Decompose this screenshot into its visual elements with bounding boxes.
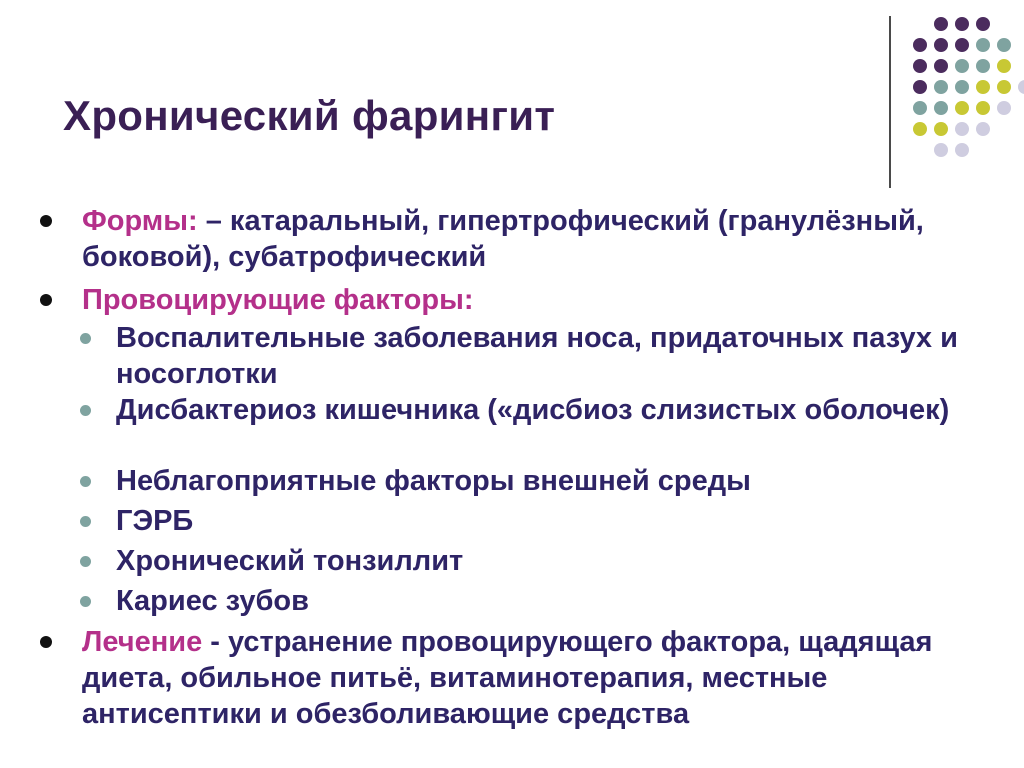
factor-item xyxy=(80,583,980,619)
decorative-dot xyxy=(997,101,1011,115)
decorative-dot xyxy=(955,80,969,94)
bullet-label: Лечение xyxy=(82,626,203,658)
decorative-dot xyxy=(913,80,927,94)
factor-item xyxy=(80,392,980,428)
decorative-dot xyxy=(976,17,990,31)
factor-item xyxy=(80,320,980,392)
sub-bullet-dot xyxy=(80,405,91,416)
decorative-dot xyxy=(934,38,948,52)
divider-line xyxy=(889,16,891,188)
sub-bullet-dot xyxy=(80,476,91,487)
decorative-dot xyxy=(955,59,969,73)
slide-title: Хронический фарингит xyxy=(63,92,556,139)
decorative-dot xyxy=(934,101,948,115)
bullet-dot xyxy=(40,636,52,648)
factor-text: ГЭРБ xyxy=(116,505,194,537)
decorative-dot xyxy=(934,143,948,157)
sub-bullet-dot xyxy=(80,556,91,567)
decorative-dot xyxy=(976,59,990,73)
decorative-dot xyxy=(913,59,927,73)
bullet-forms xyxy=(40,203,940,275)
factor-text: Кариес зубов xyxy=(116,585,309,617)
decorative-dot xyxy=(955,101,969,115)
decorative-dot xyxy=(934,59,948,73)
factor-item xyxy=(80,503,980,539)
decorative-dot xyxy=(955,38,969,52)
bullet-treatment xyxy=(40,624,970,732)
decorative-dot xyxy=(955,122,969,136)
decorative-dot xyxy=(934,80,948,94)
bullet-text: – катаральный, гипертрофический (гранулёзный, боковой), субатрофический xyxy=(82,205,924,273)
factor-item xyxy=(80,463,980,499)
bullet-label: Провоцирующие факторы: xyxy=(82,284,474,316)
decorative-dot xyxy=(934,17,948,31)
decorative-dot xyxy=(913,38,927,52)
sub-bullet-dot xyxy=(80,516,91,527)
factor-text: Воспалительные заболевания носа, придаточных пазух и носоглотки xyxy=(116,322,958,390)
decorative-dot xyxy=(997,38,1011,52)
bullet-label: Формы: xyxy=(82,205,198,237)
decorative-dot xyxy=(913,101,927,115)
bullet-factors xyxy=(40,282,940,318)
bullet-text: - устранение провоцирующего фактора, щадящая диета, обильное питьё, витаминотерапия, местные антисептики и обезболивающие средства xyxy=(82,626,933,730)
decorative-dot xyxy=(976,101,990,115)
decorative-dot xyxy=(976,38,990,52)
decorative-dot xyxy=(997,59,1011,73)
decorative-dot xyxy=(913,122,927,136)
decorative-dot xyxy=(1018,80,1024,94)
factor-text: Дисбактериоз кишечника («дисбиоз слизистых оболочек) xyxy=(116,394,950,426)
decorative-dot xyxy=(976,122,990,136)
factor-text: Хронический тонзиллит xyxy=(116,545,464,577)
sub-bullet-dot xyxy=(80,596,91,607)
decorative-dot xyxy=(955,143,969,157)
factor-item xyxy=(80,543,980,579)
decorative-dot xyxy=(997,80,1011,94)
bullet-dot xyxy=(40,294,52,306)
decorative-dot xyxy=(976,80,990,94)
decorative-dot xyxy=(955,17,969,31)
decorative-dot xyxy=(934,122,948,136)
bullet-dot xyxy=(40,215,52,227)
sub-bullet-dot xyxy=(80,333,91,344)
factor-text: Неблагоприятные факторы внешней среды xyxy=(116,465,751,497)
